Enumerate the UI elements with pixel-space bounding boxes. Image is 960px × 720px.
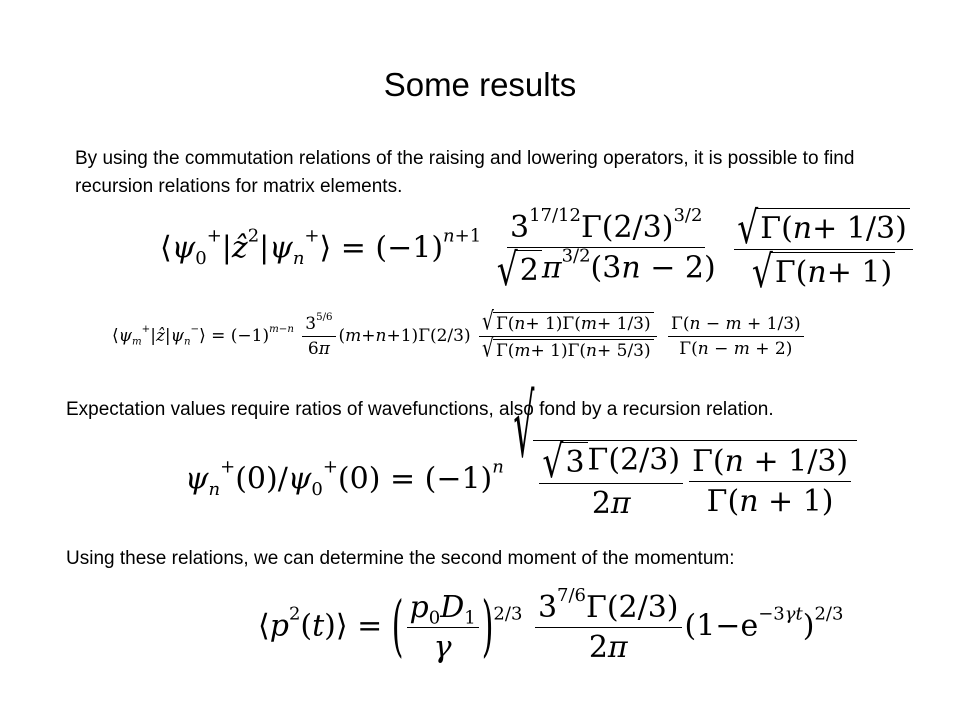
- equation-wavefunction-ratio: $\psi_n^+(0)/\psi_0^+(0) = (-1)^n$ √ √ 3 Γ(2/3) 2π $\frac{\Gamma(n + 1/3)}{\Gamma(n + 1)}$: [185, 440, 857, 521]
- equation-second-moment: $⟨p^2(t)⟩$ = ( $\frac{p_0D_1}{\gamma}$ )$^{2/3}$ $\frac{3^{7/6}\Gamma(2/3)}{2\pi}$ $(1-e^{-3\gamma t})^{2/3}$: [258, 584, 844, 666]
- slide-title: Some results: [383, 66, 577, 103]
- intro-paragraph: By using the commutation relations of the raising and lowering operators, it is possible to find recursion relations for matrix elements.: [75, 148, 855, 197]
- equation-matrix-element-mn: $⟨\psi_m^+|ẑ|\psi_n^-⟩ = (-1)^{m-n}$ $\frac{3^{5/6}}{6\pi}$ (m+n+1)Γ(2/3) √ Γ( n + 1)Γ( m + 1/3) √ Γ( m + 1)Γ( n + 5/3) $\frac{\Gamma(n - m + 1/3)}{\Gamma(n - m + 2)}$: [112, 312, 807, 361]
- expectation-paragraph: Expectation values require ratios of wavefunctions, also fond by a recursion relation.: [66, 399, 774, 420]
- momentum-paragraph: Using these relations, we can determine the second moment of the momentum:: [66, 548, 735, 569]
- equation-matrix-element-z2: $⟨\psi_0^+|ẑ^2|\psi_n^+⟩ = (-1)^{n+1}$ $3^{17/12}\Gamma(2/3)^{3/2}$ √ 2 $\pi^{3/2}(3n - 2)$ √ Γ( n + 1/3) √ Γ( n + 1): [160, 208, 916, 291]
